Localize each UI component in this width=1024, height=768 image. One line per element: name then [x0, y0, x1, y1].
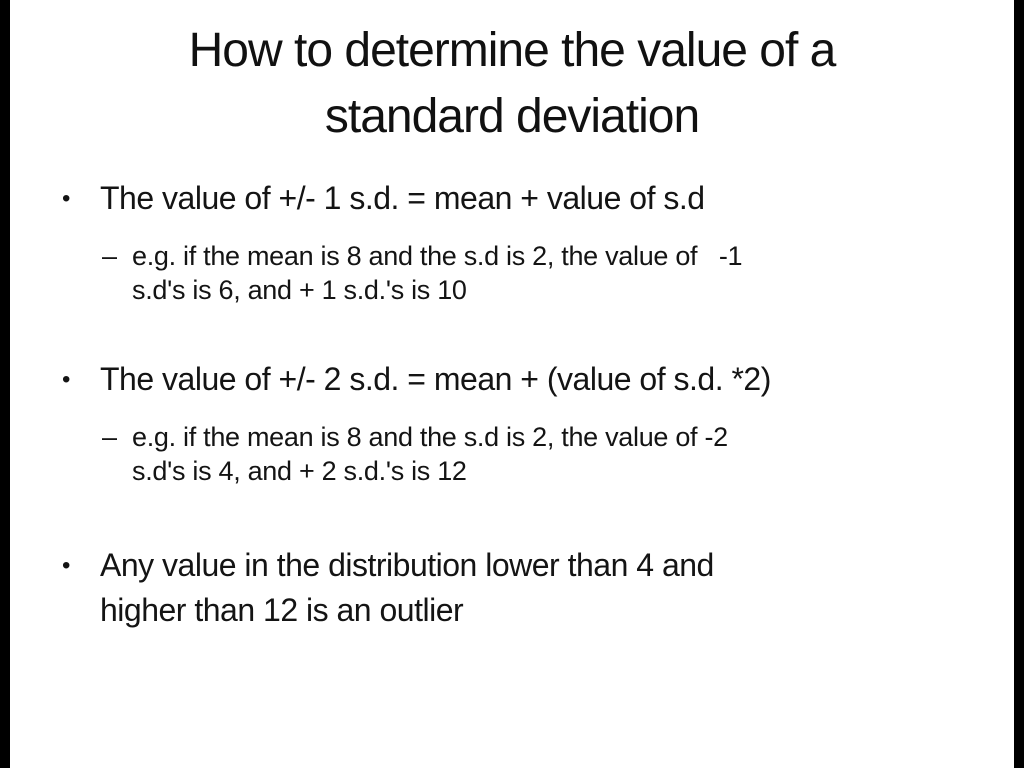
sub-bullet-2-line-1: e.g. if the mean is 8 and the s.d is 2, the value of -2	[132, 422, 728, 452]
slide-body	[62, 176, 984, 633]
dash-icon: –	[102, 241, 117, 271]
bullet-item-2	[62, 357, 984, 402]
bullet-2-line-1: The value of +/- 2 s.d. = mean + (value of s.d. *2)	[100, 361, 771, 397]
letterbox-right-bar	[1014, 0, 1024, 768]
sub-bullet-item-1	[102, 239, 984, 307]
sub-bullet-2-line-2: s.d's is 4, and + 2 s.d.'s is 12	[132, 456, 467, 486]
bullet-2-text	[100, 357, 984, 402]
bullet-icon: •	[62, 185, 70, 212]
slide	[10, 0, 1014, 768]
sub-bullet-1-line-2: s.d's is 6, and + 1 s.d.'s is 10	[132, 275, 467, 305]
bullet-3-line-2: higher than 12 is an outlier	[100, 592, 464, 628]
bullet-icon: •	[62, 552, 70, 579]
bullet-3-text	[100, 543, 984, 633]
bullet-1-text	[100, 176, 984, 221]
bullet-icon: •	[62, 366, 70, 393]
letterbox-left-bar	[0, 0, 10, 768]
sub-bullet-2-text	[132, 420, 984, 488]
slide-title	[30, 18, 994, 150]
bullet-3-line-1: Any value in the distribution lower than 4 and	[100, 547, 714, 583]
dash-icon: –	[102, 422, 117, 452]
title-line-1: How to determine the value of a	[188, 24, 836, 77]
bullet-item-3	[62, 543, 984, 633]
sub-bullet-1-text	[132, 239, 984, 307]
sub-bullet-item-2	[102, 420, 984, 488]
bullet-1-line-1: The value of +/- 1 s.d. = mean + value of s.d	[100, 180, 705, 216]
bullet-item-1	[62, 176, 984, 221]
sub-bullet-1-line-1: e.g. if the mean is 8 and the s.d is 2, the value of -1	[132, 241, 743, 271]
title-line-2: standard deviation	[324, 90, 700, 143]
